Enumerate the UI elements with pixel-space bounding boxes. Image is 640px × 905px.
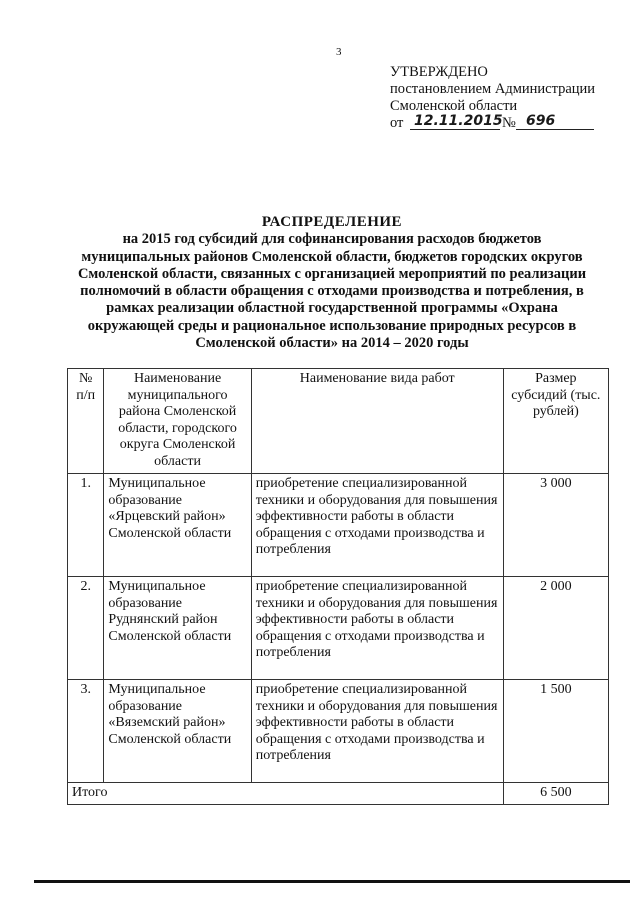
handwritten-date: 12.11.2015 <box>414 113 503 129</box>
row-number: 2. <box>68 577 104 680</box>
row-work-type: приобретение специализированной техники и оборудования для повышения эффективности работы в области обращения с отходами производства и потребления <box>251 474 503 577</box>
approval-resolution: постановлением Администрации <box>390 81 596 97</box>
date-prefix: от <box>390 115 404 131</box>
approval-stamp <box>390 64 595 132</box>
header-work-type: Наименование вида работ <box>251 369 503 474</box>
title-subtitle: на 2015 год субсидий для софинансирования расходов бюджетов муниципальных районов Смоленской области, бюджетов городских округов Смоленской области, связанных с организацией мероприятий по реализации полномочий в области обращения с отходами производства и потребления, в рамках реализации областной государственной программы «Охрана окружающей среды и рациональное использование природных ресурсов в Смоленской области» на 2014 – 2020 годы <box>77 231 587 352</box>
page-number: 3 <box>336 46 342 58</box>
row-amount: 1 500 <box>503 680 608 783</box>
row-amount: 3 000 <box>503 474 608 577</box>
footer-rule <box>34 880 630 883</box>
row-amount: 2 000 <box>503 577 608 680</box>
total-label: Итого <box>68 783 504 805</box>
approval-heading: УТВЕРЖДЕНО <box>390 64 488 80</box>
title-heading: РАСПРЕДЕЛЕНИЕ <box>261 214 403 230</box>
row-work-type: приобретение специализированной техники и оборудования для повышения эффективности работы в области обращения с отходами производства и потребления <box>251 680 503 783</box>
header-amount: Размер субсидий (тыс. рублей) <box>503 369 608 474</box>
header-number: № п/п <box>68 369 104 474</box>
total-amount: 6 500 <box>503 783 608 805</box>
number-prefix: № <box>502 115 516 131</box>
table-row <box>68 680 609 783</box>
header-municipality: Наименование муниципального района Смоленской области, городского округа Смоленской области <box>104 369 251 474</box>
document-title <box>68 214 596 352</box>
approval-region: Смоленской области <box>390 98 518 114</box>
row-number: 1. <box>68 474 104 577</box>
approval-date-line <box>390 115 594 132</box>
table-row <box>68 577 609 680</box>
handwritten-number: 696 <box>526 113 556 129</box>
row-municipality: Муниципальное образование «Вяземский район» Смоленской области <box>104 680 251 783</box>
row-municipality: Муниципальное образование Руднянский район Смоленской области <box>104 577 251 680</box>
row-number: 3. <box>68 680 104 783</box>
row-work-type: приобретение специализированной техники и оборудования для повышения эффективности работы в области обращения с отходами производства и потребления <box>251 577 503 680</box>
table-row <box>68 474 609 577</box>
table-total-row <box>68 783 609 805</box>
subsidy-table <box>67 368 609 805</box>
table-header-row <box>68 369 609 474</box>
row-municipality: Муниципальное образование «Ярцевский район» Смоленской области <box>104 474 251 577</box>
